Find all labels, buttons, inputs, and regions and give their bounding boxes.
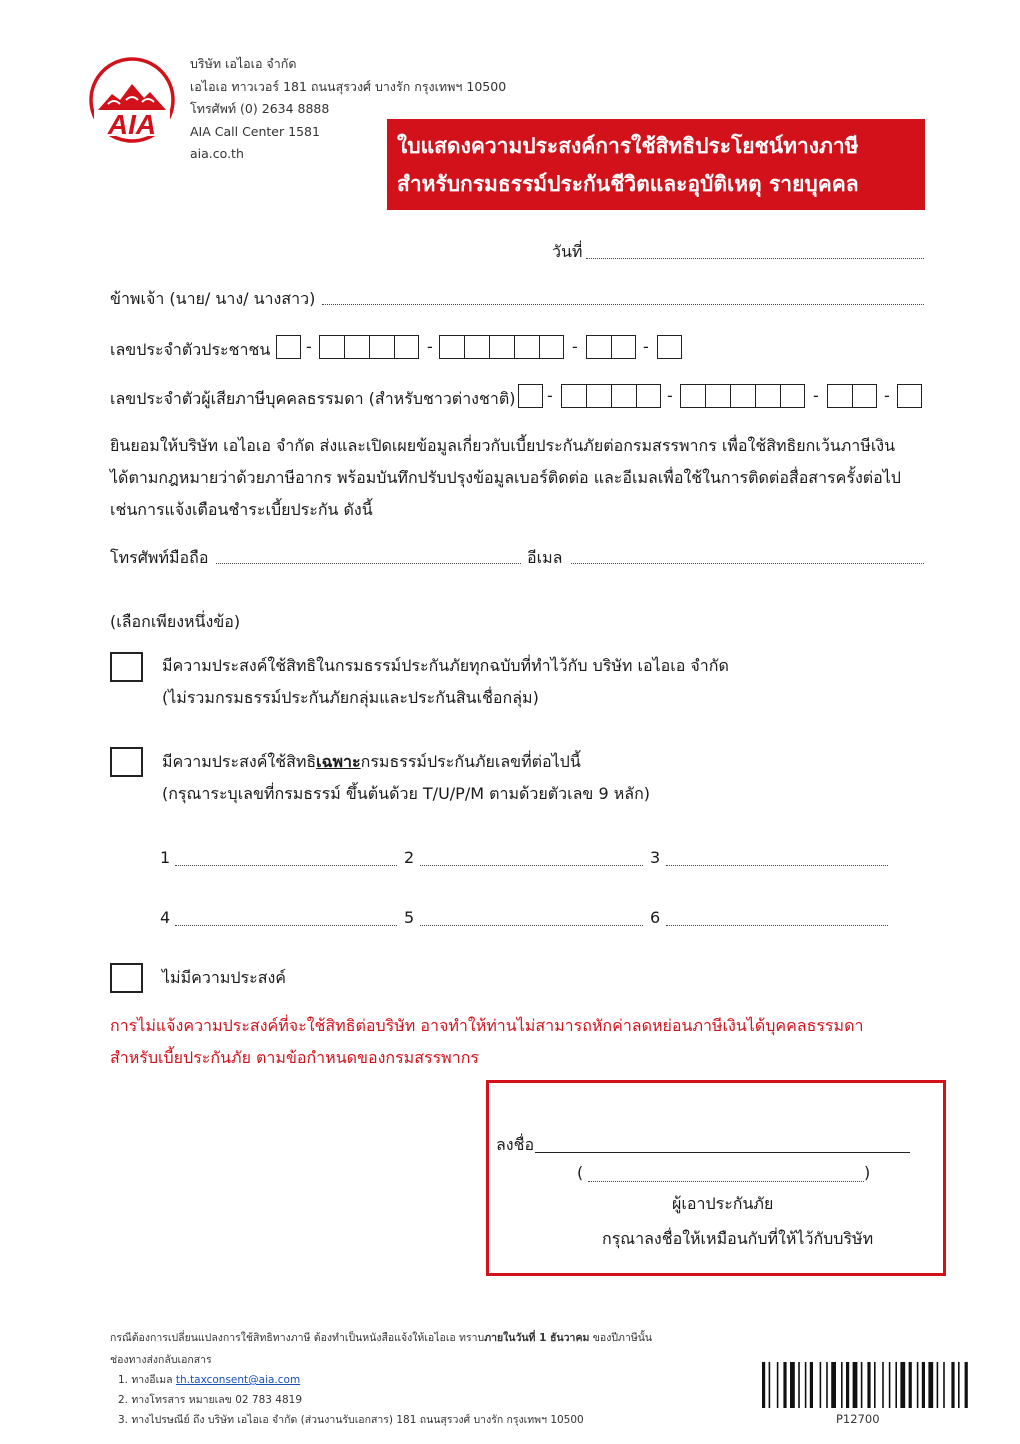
company-name: บริษัท เอไอเอ จำกัด — [190, 56, 297, 71]
mobile-label: โทรศัพท์มือถือ — [110, 548, 209, 567]
form-title-line2: สำหรับกรมธรรม์ประกันชีวิตและอุบัติเหตุ รายบุคคล — [397, 172, 859, 196]
policy-field-4[interactable] — [175, 924, 397, 926]
policy-field-2[interactable] — [420, 864, 643, 866]
paren-close: ) — [864, 1163, 871, 1182]
date-field[interactable] — [586, 257, 924, 259]
tax-id-label: เลขประจำตัวผู้เสียภาษีบุคคลธรรมดา (สำหรับชาวต่างชาติ) — [110, 389, 516, 408]
footer-channel-post: 3. ทางไปรษณีย์ ถึง บริษัท เอไอเอ จำกัด (ส่วนงานรับเอกสาร) 181 ถนนสุรวงศ์ บางรัก กรุงเทพฯ 10500 — [118, 1414, 584, 1426]
option3-checkbox[interactable] — [110, 963, 143, 993]
email-label: อีเมล — [527, 548, 563, 567]
barcode — [762, 1362, 990, 1408]
printed-name-field[interactable] — [588, 1180, 864, 1182]
footer-channels-title: ช่องทางส่งกลับเอกสาร — [110, 1354, 212, 1366]
mobile-field[interactable] — [216, 562, 521, 564]
policy-field-6[interactable] — [666, 924, 888, 926]
option2-text: มีความประสงค์ใช้สิทธิเฉพาะกรมธรรม์ประกันภัยเลขที่ต่อไปนี้ (กรุณาระบุเลขที่กรมธรรม์ ขึ้นต้นด้วย T/U/P/M ตามด้วยตัวเลข 9 หลัก) — [162, 752, 650, 803]
warning-text: การไม่แจ้งความประสงค์ที่จะใช้สิทธิต่อบริษัท อาจทำให้ท่านไม่สามารถหักค่าลดหย่อนภาษีเงินได้บุคคลธรรมดา สำหรับเบี้ยประกันภัย ตามข้อกำหนดของกรมสรรพากร — [110, 1016, 864, 1067]
policy-field-3[interactable] — [666, 864, 888, 866]
option1-checkbox[interactable] — [110, 652, 143, 682]
date-label: วันที่ — [552, 242, 583, 261]
company-call-center: AIA Call Center 1581 — [190, 123, 320, 139]
footer-notice: กรณีต้องการเปลี่ยนแปลงการใช้สิทธิทางภาษี ต้องทำเป็นหนังสือแจ้งให้เอไอเอ ทราบภายในวันที่ 1 ธันวาคม ของปีภาษีนั้น — [110, 1332, 653, 1344]
policy-num-3: 3 — [650, 848, 661, 867]
consent-paragraph: ยินยอมให้บริษัท เอไอเอ จำกัด ส่งและเปิดเผยข้อมูลเกี่ยวกับเบี้ยประกันภัยต่อกรมสรรพากร เพื่อใช้สิทธิยกเว้นภาษีเงิน ได้ตามกฎหมายว่าด้วยภาษีอากร พร้อมบันทึกปรับปรุงข้อมูลเบอร์ติดต่อ และอีเมลเพื่อใช้ในการติดต่อสื่อสารครั้งต่อไป เช่นการแจ้งเตือนชำระเบี้ยประกัน ดังนี้ — [110, 436, 901, 519]
policy-num-6: 6 — [650, 908, 661, 927]
policy-num-2: 2 — [404, 848, 415, 867]
footer-channel-email: 1. ทางอีเมล th.taxconsent@aia.com — [118, 1374, 301, 1386]
company-website[interactable]: aia.co.th — [190, 146, 244, 161]
policy-num-5: 5 — [404, 908, 415, 927]
insured-label: ผู้เอาประกันภัย — [672, 1194, 774, 1213]
policy-field-1[interactable] — [175, 864, 397, 866]
id-label: เลขประจำตัวประชาชน — [110, 340, 271, 359]
paren-open: ( — [577, 1163, 584, 1182]
svg-text:AIA: AIA — [107, 109, 157, 140]
name-field[interactable] — [322, 303, 924, 305]
footer-channel-fax: 2. ทางโทรสาร หมายเลข 02 783 4819 — [118, 1394, 303, 1406]
form-title-line1: ใบแสดงความประสงค์การใช้สิทธิประโยชน์ทางภาษี — [397, 134, 859, 158]
signature-line[interactable] — [535, 1152, 910, 1153]
option1-text: มีความประสงค์ใช้สิทธิในกรมธรรม์ประกันภัยทุกฉบับที่ทำไว้กับ บริษัท เอไอเอ จำกัด (ไม่รวมกรมธรรม์ประกันภัยกลุ่มและประกันสินเชื่อกลุ่ม) — [162, 656, 729, 707]
policy-num-4: 4 — [160, 908, 171, 927]
email-field[interactable] — [571, 562, 924, 564]
barcode-code: P12700 — [836, 1412, 880, 1426]
option2-checkbox[interactable] — [110, 747, 143, 777]
tax-consent-email-link[interactable]: th.taxconsent@aia.com — [175, 1374, 301, 1386]
aia-logo — [86, 54, 178, 146]
name-label: ข้าพเจ้า (นาย/ นาง/ นางสาว) — [110, 289, 316, 308]
form-title — [387, 119, 925, 210]
company-phone: โทรศัพท์ (0) 2634 8888 — [190, 101, 330, 116]
signature-note: กรุณาลงชื่อให้เหมือนกับที่ให้ไว้กับบริษัท — [602, 1229, 874, 1248]
company-address: เอไอเอ ทาวเวอร์ 181 ถนนสุรวงศ์ บางรัก กรุงเทพฯ 10500 — [190, 78, 507, 94]
policy-num-1: 1 — [160, 848, 171, 867]
sign-label: ลงชื่อ — [496, 1135, 535, 1154]
option3-text: ไม่มีความประสงค์ — [162, 968, 286, 987]
policy-field-5[interactable] — [420, 924, 643, 926]
choose-one-note: (เลือกเพียงหนึ่งข้อ) — [110, 612, 241, 631]
